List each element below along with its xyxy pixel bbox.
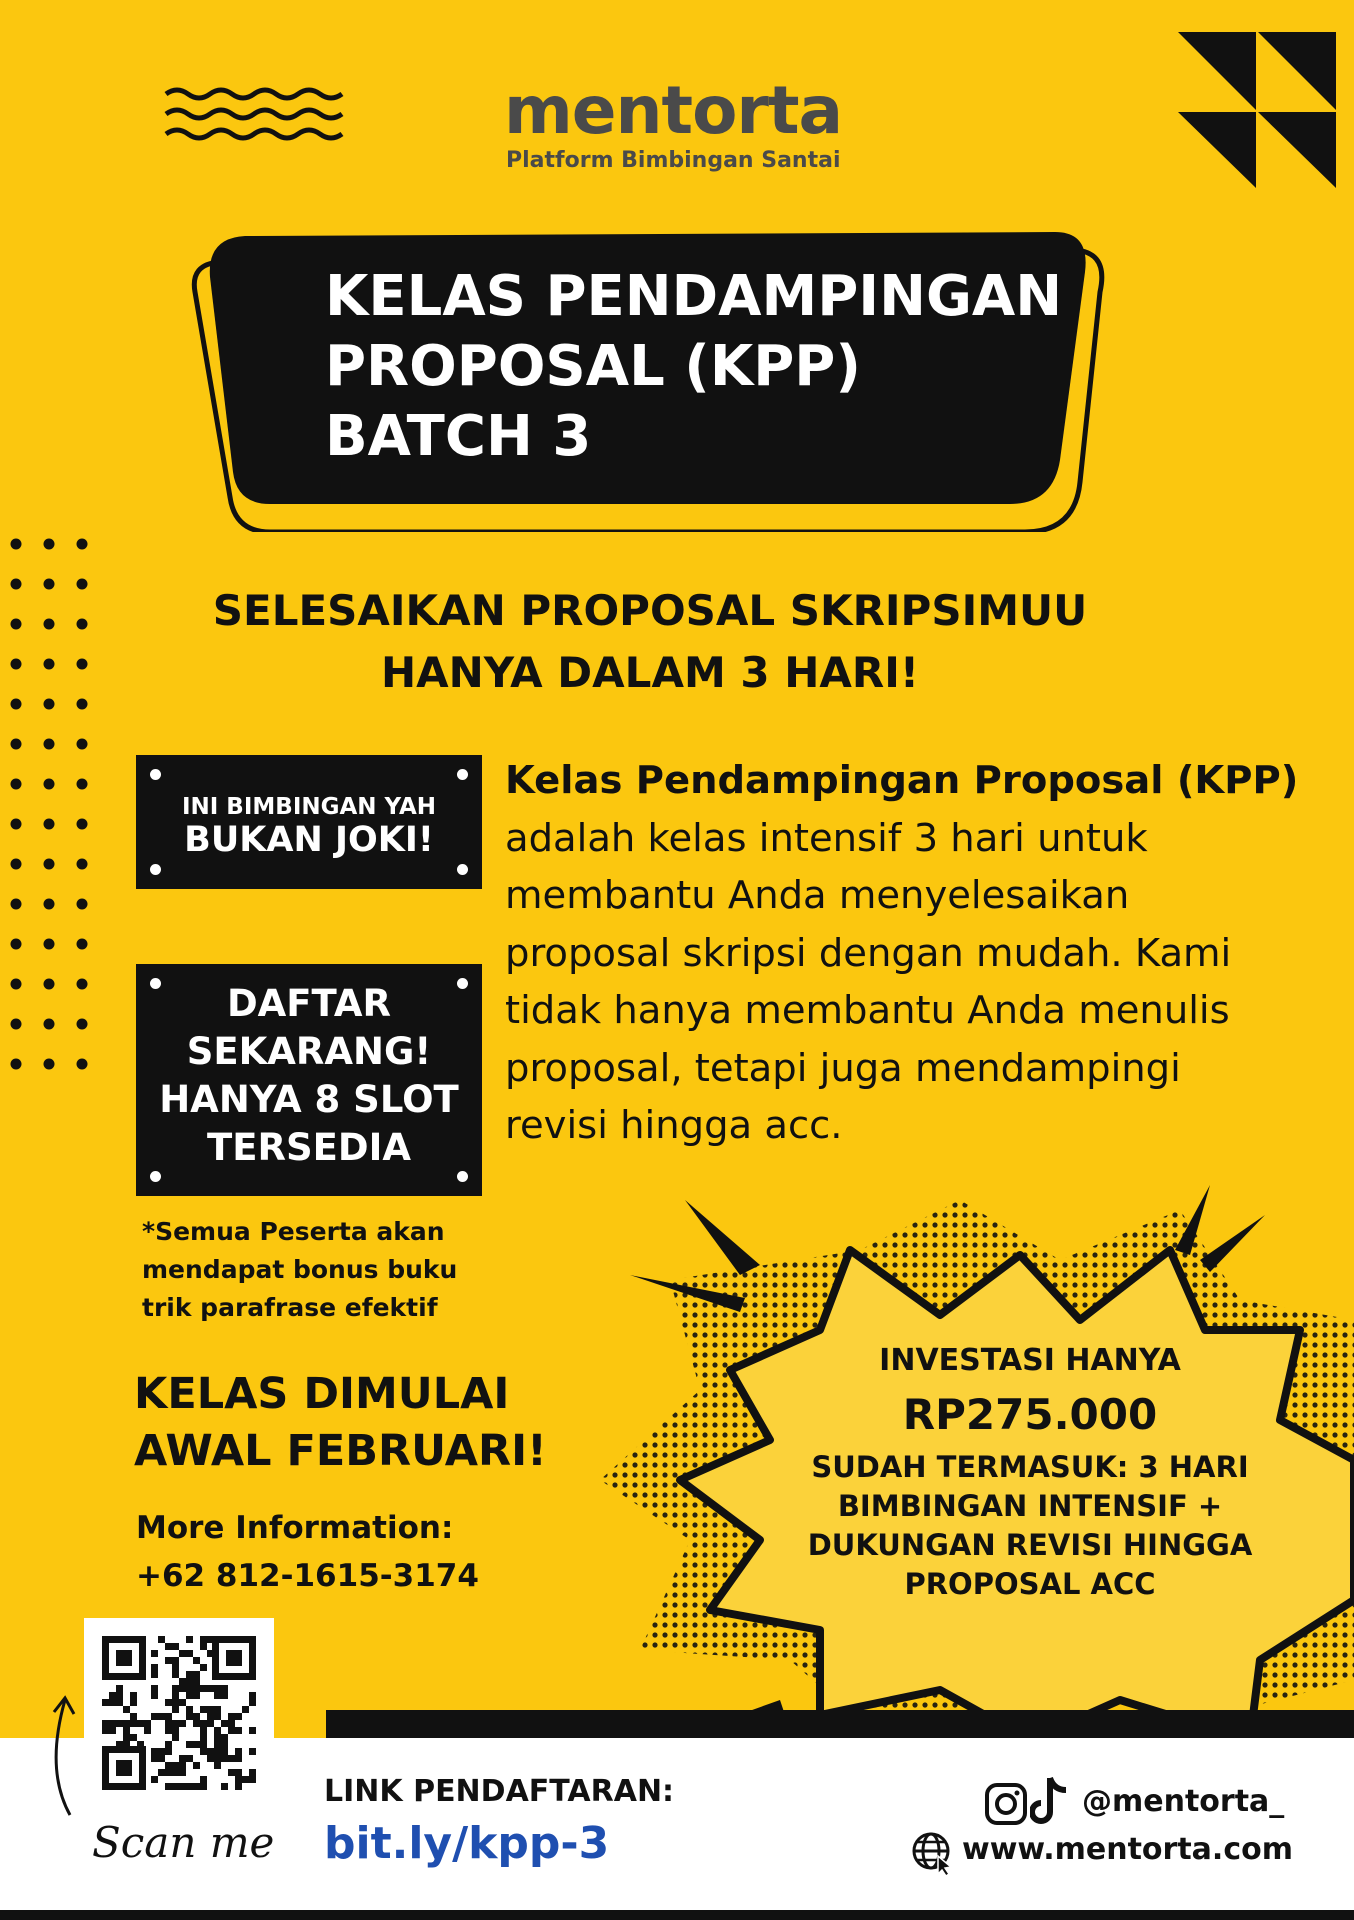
qr-module [235, 1776, 242, 1783]
dot [44, 619, 55, 630]
dot [44, 579, 55, 590]
dot [44, 779, 55, 790]
globe-icon [910, 1830, 956, 1876]
qr-module [186, 1636, 193, 1643]
qr-module [172, 1692, 179, 1699]
qr-module [186, 1685, 193, 1692]
qr-module [200, 1685, 207, 1692]
qr-module [130, 1692, 137, 1699]
qr-module [109, 1692, 116, 1699]
class-start-notice: KELAS DIMULAI AWAL FEBRUARI! [134, 1369, 547, 1476]
qr-module [186, 1783, 193, 1790]
qr-module [200, 1664, 207, 1671]
qr-code[interactable] [84, 1618, 274, 1808]
dot [44, 739, 55, 750]
qr-module [151, 1650, 158, 1657]
qr-module [186, 1678, 193, 1685]
qr-module [214, 1727, 221, 1734]
qr-module [214, 1734, 221, 1741]
dot [77, 539, 88, 550]
qr-module [207, 1713, 214, 1720]
qr-module [235, 1769, 242, 1776]
qr-module [193, 1671, 200, 1678]
dot [44, 1059, 55, 1070]
qr-module [151, 1748, 158, 1755]
dot [11, 739, 22, 750]
qr-module [123, 1706, 130, 1713]
qr-module [123, 1720, 130, 1727]
dot [11, 539, 22, 550]
qr-module [235, 1713, 242, 1720]
qr-module [109, 1720, 116, 1727]
qr-module [165, 1643, 172, 1650]
qr-module [172, 1734, 179, 1741]
contact-info: More Information: +62 812-1615-3174 [136, 1504, 479, 1600]
qr-module [242, 1776, 249, 1783]
qr-module [249, 1748, 256, 1755]
qr-module [214, 1755, 221, 1762]
qr-module [102, 1727, 109, 1734]
dot [77, 659, 88, 670]
dot [11, 939, 22, 950]
dot [77, 939, 88, 950]
qr-module [186, 1713, 193, 1720]
qr-module [235, 1727, 242, 1734]
qr-module [186, 1671, 193, 1678]
qr-module [172, 1664, 179, 1671]
qr-module [200, 1720, 207, 1727]
triangles-decoration [1178, 32, 1336, 188]
qr-module [221, 1685, 228, 1692]
qr-module [130, 1713, 137, 1720]
qr-module [207, 1720, 214, 1727]
registration-label: LINK PENDAFTARAN: [324, 1774, 675, 1809]
qr-module [200, 1783, 207, 1790]
qr-module [193, 1783, 200, 1790]
qr-module [151, 1671, 158, 1678]
qr-module [172, 1720, 179, 1727]
dot [44, 1019, 55, 1030]
qr-module [221, 1748, 228, 1755]
qr-module [172, 1769, 179, 1776]
qr-module [221, 1755, 228, 1762]
dot [44, 699, 55, 710]
qr-module [200, 1636, 207, 1643]
qr-module [193, 1685, 200, 1692]
qr-module [172, 1727, 179, 1734]
qr-module [200, 1706, 207, 1713]
dot [77, 899, 88, 910]
dot [11, 1019, 22, 1030]
dot [11, 779, 22, 790]
qr-module [235, 1755, 242, 1762]
qr-module [193, 1720, 200, 1727]
qr-module [235, 1783, 242, 1790]
qr-module [214, 1685, 221, 1692]
qr-module [116, 1741, 123, 1748]
qr-module [214, 1741, 221, 1748]
qr-module [151, 1713, 158, 1720]
dot [11, 659, 22, 670]
qr-module [207, 1748, 214, 1755]
qr-module [116, 1692, 123, 1699]
dot [44, 539, 55, 550]
qr-module [158, 1636, 165, 1643]
dot-grid-decoration [8, 538, 98, 1078]
qr-module [165, 1720, 172, 1727]
qr-module [200, 1643, 207, 1650]
dot [44, 939, 55, 950]
qr-module [249, 1727, 256, 1734]
dot [11, 979, 22, 990]
qr-module [214, 1692, 221, 1699]
tiktok-icon[interactable] [1030, 1774, 1070, 1828]
qr-module [158, 1748, 165, 1755]
price-info: INVESTASI HANYA RP275.000 SUDAH TERMASUK: 3 HARI BIMBINGAN INTENSIF + DUKUNGAN REVISI HINGGA PROPOSAL ACC [740, 1340, 1320, 1604]
footer-divider [326, 1710, 1354, 1740]
bonus-note: *Semua Peserta akan mendapat bonus buku trik parafrase efektif [142, 1217, 458, 1322]
headline: SELESAIKAN PROPOSAL SKRIPSIMUU HANYA DALAM 3 HARI! [212, 586, 1088, 697]
wave-lines-decoration [162, 86, 352, 144]
qr-module [249, 1692, 256, 1699]
qr-module [179, 1769, 186, 1776]
qr-module [200, 1727, 207, 1734]
dot [11, 699, 22, 710]
bottom-border [0, 1910, 1354, 1920]
qr-module [151, 1692, 158, 1699]
qr-module [151, 1685, 158, 1692]
dot [11, 1059, 22, 1070]
qr-module [207, 1706, 214, 1713]
dot [77, 619, 88, 630]
instagram-icon[interactable] [984, 1782, 1028, 1826]
qr-module [179, 1755, 186, 1762]
qr-module [158, 1755, 165, 1762]
qr-module [130, 1720, 137, 1727]
qr-module [102, 1699, 109, 1706]
qr-module [228, 1755, 235, 1762]
qr-module [214, 1706, 221, 1713]
qr-module [130, 1734, 137, 1741]
qr-module [123, 1734, 130, 1741]
not-joki-badge: INI BIMBINGAN YAH BUKAN JOKI! [136, 755, 482, 889]
qr-module [158, 1713, 165, 1720]
qr-module [172, 1685, 179, 1692]
phone-number[interactable]: +62 812-1615-3174 [136, 1558, 479, 1594]
dot [77, 859, 88, 870]
qr-module [200, 1741, 207, 1748]
qr-module [165, 1783, 172, 1790]
social-handle[interactable]: @mentorta_ [1082, 1784, 1285, 1819]
website-link[interactable]: www.mentorta.com [962, 1832, 1293, 1867]
qr-module [172, 1657, 179, 1664]
qr-module [172, 1762, 179, 1769]
qr-module [193, 1741, 200, 1748]
qr-module [123, 1727, 130, 1734]
qr-module [116, 1685, 123, 1692]
qr-code-icon [84, 1618, 274, 1808]
qr-module [207, 1650, 214, 1657]
qr-module [200, 1734, 207, 1741]
qr-module [193, 1678, 200, 1685]
qr-module [179, 1685, 186, 1692]
qr-module [165, 1762, 172, 1769]
qr-module [193, 1657, 200, 1664]
qr-module [172, 1699, 179, 1706]
qr-module [242, 1706, 249, 1713]
page-title: KELAS PENDAMPINGAN PROPOSAL (KPP) BATCH 3 [325, 264, 1063, 469]
register-now-badge: DAFTAR SEKARANG! HANYA 8 SLOT TERSEDIA [136, 964, 482, 1196]
qr-module [179, 1678, 186, 1685]
dot [77, 779, 88, 790]
qr-module [179, 1762, 186, 1769]
qr-module [116, 1699, 123, 1706]
qr-module [207, 1636, 214, 1643]
brand-logo: mentorta [504, 72, 843, 149]
qr-module [151, 1776, 158, 1783]
qr-module [186, 1650, 193, 1657]
dot [77, 979, 88, 990]
qr-module [165, 1699, 172, 1706]
qr-module [179, 1720, 186, 1727]
qr-module [165, 1727, 172, 1734]
qr-module [228, 1727, 235, 1734]
qr-module [137, 1720, 144, 1727]
qr-module [228, 1720, 235, 1727]
qr-module [130, 1699, 137, 1706]
qr-module [165, 1657, 172, 1664]
qr-module [102, 1720, 109, 1727]
qr-module [123, 1741, 130, 1748]
qr-module [158, 1769, 165, 1776]
dot [44, 899, 55, 910]
qr-module [249, 1699, 256, 1706]
qr-module [165, 1748, 172, 1755]
qr-module [165, 1769, 172, 1776]
dot [44, 819, 55, 830]
qr-module [172, 1671, 179, 1678]
dot [11, 819, 22, 830]
qr-module [249, 1769, 256, 1776]
qr-module [214, 1762, 221, 1769]
dot [11, 619, 22, 630]
description-text: Kelas Pendampingan Proposal (KPP) adalah kelas intensif 3 hari untuk membantu Anda menyelesaikan proposal skripsi dengan mudah. Kami tidak hanya membantu Anda menulis proposal, tetapi juga mendampingi revisi hingga acc. [505, 758, 1299, 1148]
curved-arrow-icon [40, 1690, 90, 1820]
dot [77, 1059, 88, 1070]
qr-module [186, 1755, 193, 1762]
qr-module [221, 1734, 228, 1741]
registration-link[interactable]: bit.ly/kpp-3 [324, 1818, 610, 1869]
dot [77, 579, 88, 590]
dot [77, 1019, 88, 1030]
qr-module [179, 1650, 186, 1657]
qr-module [207, 1685, 214, 1692]
dot [11, 859, 22, 870]
qr-module [151, 1664, 158, 1671]
dot [44, 979, 55, 990]
qr-module [221, 1692, 228, 1699]
qr-module [207, 1755, 214, 1762]
dot [77, 819, 88, 830]
qr-module [179, 1699, 186, 1706]
qr-module [172, 1643, 179, 1650]
scan-me-label: Scan me [92, 1818, 275, 1867]
dot [11, 579, 22, 590]
dot [44, 859, 55, 870]
qr-module [172, 1783, 179, 1790]
dot [77, 699, 88, 710]
qr-module [193, 1762, 200, 1769]
qr-module [214, 1713, 221, 1720]
qr-module [221, 1783, 228, 1790]
qr-module [186, 1706, 193, 1713]
qr-module [186, 1741, 193, 1748]
dot [44, 659, 55, 670]
qr-module [137, 1741, 144, 1748]
qr-module [200, 1776, 207, 1783]
qr-module [116, 1720, 123, 1727]
dot [11, 899, 22, 910]
qr-module [249, 1776, 256, 1783]
qr-module [200, 1748, 207, 1755]
qr-module [144, 1727, 151, 1734]
dot [77, 739, 88, 750]
qr-module [193, 1713, 200, 1720]
brand-tagline: Platform Bimbingan Santai [506, 148, 841, 173]
qr-module [144, 1720, 151, 1727]
qr-module [193, 1692, 200, 1699]
qr-module [109, 1699, 116, 1706]
qr-module [172, 1706, 179, 1713]
qr-module [228, 1769, 235, 1776]
qr-module [214, 1748, 221, 1755]
qr-module [221, 1720, 228, 1727]
qr-module [179, 1783, 186, 1790]
qr-module [221, 1741, 228, 1748]
price-amount: RP275.000 [902, 1390, 1158, 1439]
qr-module [186, 1692, 193, 1699]
qr-module [235, 1748, 242, 1755]
qr-module [151, 1755, 158, 1762]
qr-module [165, 1713, 172, 1720]
qr-module [109, 1727, 116, 1734]
qr-module [228, 1713, 235, 1720]
qr-module [165, 1741, 172, 1748]
